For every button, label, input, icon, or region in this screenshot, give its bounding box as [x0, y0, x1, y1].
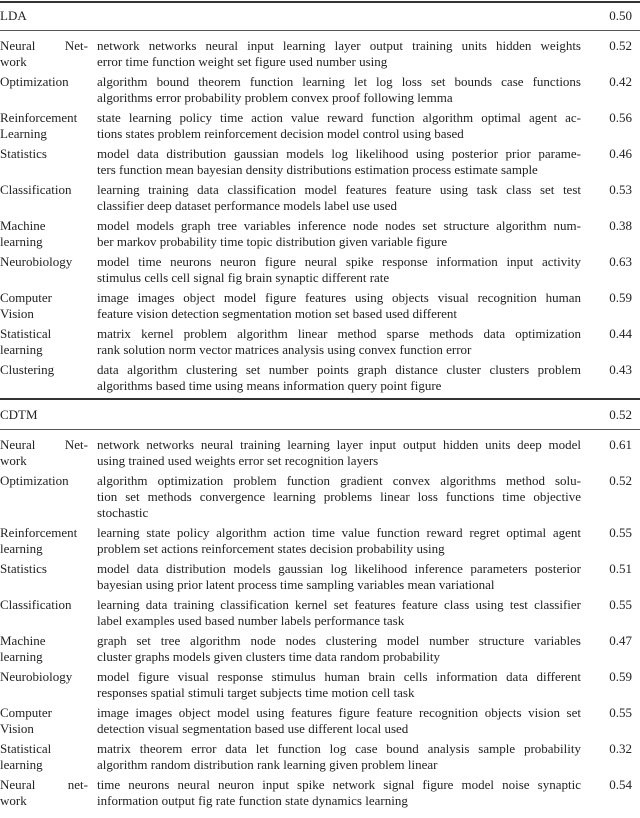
topic-words-line: matrix theorem error data let function log case bound analysis sample probability — [97, 741, 581, 756]
topic-label-line: learning — [0, 541, 43, 556]
topic-words-line: tions states problem reinforcement decision model control using based — [97, 126, 464, 141]
topic-words-line: state learning policy time action value reward function algorithm optimal agent ac- — [97, 110, 581, 125]
table-row — [0, 597, 640, 629]
topic-label-line: Neurobiology — [0, 254, 73, 269]
topic-words — [97, 218, 581, 250]
topic-score: 0.55 — [609, 705, 632, 720]
topic-words-line: model data distribution gaussian models log likelihood using posterior prior parame- — [97, 146, 581, 161]
topic-words — [97, 705, 581, 737]
model-score: 0.52 — [609, 407, 632, 422]
topic-label-line: Learning — [0, 126, 47, 141]
topic-label — [0, 38, 88, 70]
topic-words — [97, 146, 581, 178]
topic-score: 0.55 — [609, 525, 632, 540]
topic-words-line: responses spatial stimuli target subjects time motion cell task — [97, 685, 415, 700]
model-name: CDTM — [0, 407, 38, 422]
topic-label-line: Optimization — [0, 473, 69, 488]
topic-words — [97, 38, 581, 70]
topic-label-line: Machine — [0, 633, 46, 648]
topic-label — [0, 218, 88, 250]
topic-label — [0, 254, 88, 270]
topic-label-line: work — [0, 453, 27, 468]
topic-words — [97, 254, 581, 286]
table-row — [0, 146, 640, 178]
topic-words-line: learning training data classification model features feature using task class set test — [97, 182, 581, 197]
topic-words-line: image images object model using features figure feature recognition objects vision set — [97, 705, 581, 720]
topic-label-line: Neural Net- — [0, 437, 88, 452]
topic-label-line: Reinforcement — [0, 525, 78, 540]
topic-score: 0.55 — [609, 597, 632, 612]
topic-words-line: label examples used based number labels performance task — [97, 613, 405, 628]
topic-score: 0.42 — [609, 74, 632, 89]
topic-label-line: Reinforcement — [0, 110, 78, 125]
topic-label-line: Neural Net- — [0, 38, 88, 53]
topic-words-line: learning data training classification kernel set features feature class using test classifier — [97, 597, 581, 612]
topic-words-line: model data distribution models gaussian log likelihood inference parameters posterior — [97, 561, 581, 576]
topic-score: 0.63 — [609, 254, 632, 269]
topic-label-line: Neural net- — [0, 777, 88, 792]
topic-label — [0, 705, 88, 737]
topic-label — [0, 669, 88, 685]
topic-label-line: Statistics — [0, 146, 47, 161]
topic-words — [97, 290, 581, 322]
topic-label-line: learning — [0, 234, 43, 249]
topic-label-line: Classification — [0, 182, 72, 197]
topic-words — [97, 669, 581, 701]
topic-label — [0, 74, 88, 90]
topic-words — [97, 473, 581, 521]
topic-words-line: using trained used weights error set recognition layers — [97, 453, 379, 468]
topic-words-line: model time neurons neuron figure neural spike response information input activity — [97, 254, 581, 269]
topic-words-line: algorithms based time using means information query point figure — [97, 378, 442, 393]
topic-words-line: classifier deep dataset performance models label use used — [97, 198, 397, 213]
lda-topic-rows — [0, 38, 640, 398]
topic-label-line: Computer — [0, 705, 52, 720]
table-row — [0, 473, 640, 521]
topic-words-line: algorithms error probability problem convex proof following lemma — [97, 90, 453, 105]
topic-words — [97, 741, 581, 773]
topic-words — [97, 74, 581, 106]
topic-score: 0.53 — [609, 182, 632, 197]
table-row — [0, 525, 640, 557]
model-name: LDA — [0, 8, 27, 23]
topic-words-line: algorithm bound theorem function learning let log loss set bounds case functions — [97, 74, 581, 89]
table-row — [0, 254, 640, 286]
topic-label-line: work — [0, 793, 27, 808]
topic-score: 0.43 — [609, 362, 632, 377]
topic-label — [0, 437, 88, 469]
table-row — [0, 561, 640, 593]
model-score: 0.50 — [609, 8, 632, 23]
topic-label — [0, 525, 88, 557]
topic-words-line: time neurons neural neuron input spike network signal figure model noise synaptic — [97, 777, 581, 792]
section-header-cdtm — [0, 407, 632, 423]
table-row — [0, 218, 640, 250]
table-row — [0, 741, 640, 773]
topic-words-line: information output fig rate function state dynamics learning — [97, 793, 408, 808]
section-header-lda — [0, 8, 632, 24]
cdtm-topic-rows — [0, 437, 640, 813]
topic-label-line: Computer — [0, 290, 52, 305]
topic-label-line: Classification — [0, 597, 72, 612]
topic-label — [0, 777, 88, 809]
topic-words-line: rank solution norm vector matrices analysis using convex function error — [97, 342, 472, 357]
table-row — [0, 437, 640, 469]
table-row — [0, 705, 640, 737]
topic-label — [0, 362, 88, 378]
table-row — [0, 290, 640, 322]
table-row — [0, 182, 640, 214]
topic-label — [0, 561, 88, 577]
table-row — [0, 38, 640, 70]
topic-words — [97, 561, 581, 593]
topic-label-line: Clustering — [0, 362, 55, 377]
topic-words — [97, 597, 581, 629]
topic-words-line: data algorithm clustering set number points graph distance cluster clusters problem — [97, 362, 581, 377]
topic-score: 0.52 — [609, 473, 632, 488]
topic-words-line: network networks neural input learning layer output training units hidden weights — [97, 38, 581, 53]
topic-words-line: cluster graphs models given clusters time data random probability — [97, 649, 440, 664]
topic-score: 0.59 — [609, 290, 632, 305]
topic-words-line: graph set tree algorithm node nodes clustering model number structure variables — [97, 633, 581, 648]
topic-label-line: work — [0, 54, 27, 69]
section-rule — [0, 30, 640, 31]
table-row — [0, 633, 640, 665]
topic-words-line: learning state policy algorithm action time value function reward regret optimal agent — [97, 525, 581, 540]
topic-label — [0, 597, 88, 613]
topic-words-line: matrix kernel problem algorithm linear method sparse methods data optimization — [97, 326, 581, 341]
topic-label-line: Statistical — [0, 326, 52, 341]
table-row — [0, 362, 640, 394]
topic-words — [97, 525, 581, 557]
topic-words — [97, 326, 581, 358]
topic-score: 0.32 — [609, 741, 632, 756]
topic-label-line: Optimization — [0, 74, 69, 89]
topic-words — [97, 633, 581, 665]
topic-words-line: bayesian using prior latent process time sampling variables mean variational — [97, 577, 495, 592]
topic-score: 0.52 — [609, 38, 632, 53]
topic-words — [97, 182, 581, 214]
topic-score: 0.61 — [609, 437, 632, 452]
topic-words-line: algorithm random distribution rank learning given problem linear — [97, 757, 438, 772]
topic-words-line: stochastic — [97, 505, 149, 520]
topic-label-line: Machine — [0, 218, 46, 233]
topic-label-line: Vision — [0, 721, 34, 736]
table-row — [0, 110, 640, 142]
topic-words-line: network networks neural training learning layer input output hidden units deep model — [97, 437, 581, 452]
topic-words-line: feature vision detection segmentation motion set based used different — [97, 306, 458, 321]
topic-words-line: ber markov probability time topic distribution given variable figure — [97, 234, 448, 249]
topic-label-line: learning — [0, 342, 43, 357]
topic-score: 0.47 — [609, 633, 632, 648]
topic-label — [0, 473, 88, 489]
topic-words-line: stimulus cells cell signal fig brain synaptic different rate — [97, 270, 390, 285]
topic-label — [0, 110, 88, 142]
topic-score: 0.51 — [609, 561, 632, 576]
topic-label-line: Neurobiology — [0, 669, 73, 684]
topic-label — [0, 182, 88, 198]
topic-words — [97, 362, 581, 394]
topic-words-line: tion set methods convergence learning problems linear loss functions time objective — [97, 489, 581, 504]
topic-label — [0, 146, 88, 162]
table-row — [0, 777, 640, 809]
topic-score: 0.54 — [609, 777, 632, 792]
topic-words — [97, 110, 581, 142]
top-rule — [0, 1, 640, 3]
topic-score: 0.46 — [609, 146, 632, 161]
mid-rule — [0, 398, 640, 400]
topic-label-line: learning — [0, 649, 43, 664]
topic-label-line: Statistics — [0, 561, 47, 576]
topic-words-line: error time function weight set figure used number using — [97, 54, 388, 69]
topic-words — [97, 437, 581, 469]
topic-label — [0, 741, 88, 773]
table-row — [0, 669, 640, 701]
table-row — [0, 326, 640, 358]
topic-words — [97, 777, 581, 809]
section-rule — [0, 429, 640, 430]
topic-label — [0, 326, 88, 358]
topic-score: 0.56 — [609, 110, 632, 125]
topic-words-line: problem set actions reinforcement states decision probability using — [97, 541, 445, 556]
topic-words-line: ters function mean bayesian density distributions estimation process estimate sample — [97, 162, 538, 177]
table-row — [0, 74, 640, 106]
topic-score: 0.59 — [609, 669, 632, 684]
topic-label — [0, 290, 88, 322]
topic-label-line: Vision — [0, 306, 34, 321]
topic-score: 0.44 — [609, 326, 632, 341]
topic-words-line: detection visual segmentation based use different local used — [97, 721, 409, 736]
topic-label-line: Statistical — [0, 741, 52, 756]
topic-score: 0.38 — [609, 218, 632, 233]
topic-words-line: model figure visual response stimulus human brain cells information data different — [97, 669, 581, 684]
topic-words-line: image images object model figure features using objects visual recognition human — [97, 290, 581, 305]
topic-words-line: algorithm optimization problem function gradient convex algorithms method solu- — [97, 473, 581, 488]
topic-words-line: model models graph tree variables inference node nodes set structure algorithm num- — [97, 218, 581, 233]
topic-label-line: learning — [0, 757, 43, 772]
topic-label — [0, 633, 88, 665]
